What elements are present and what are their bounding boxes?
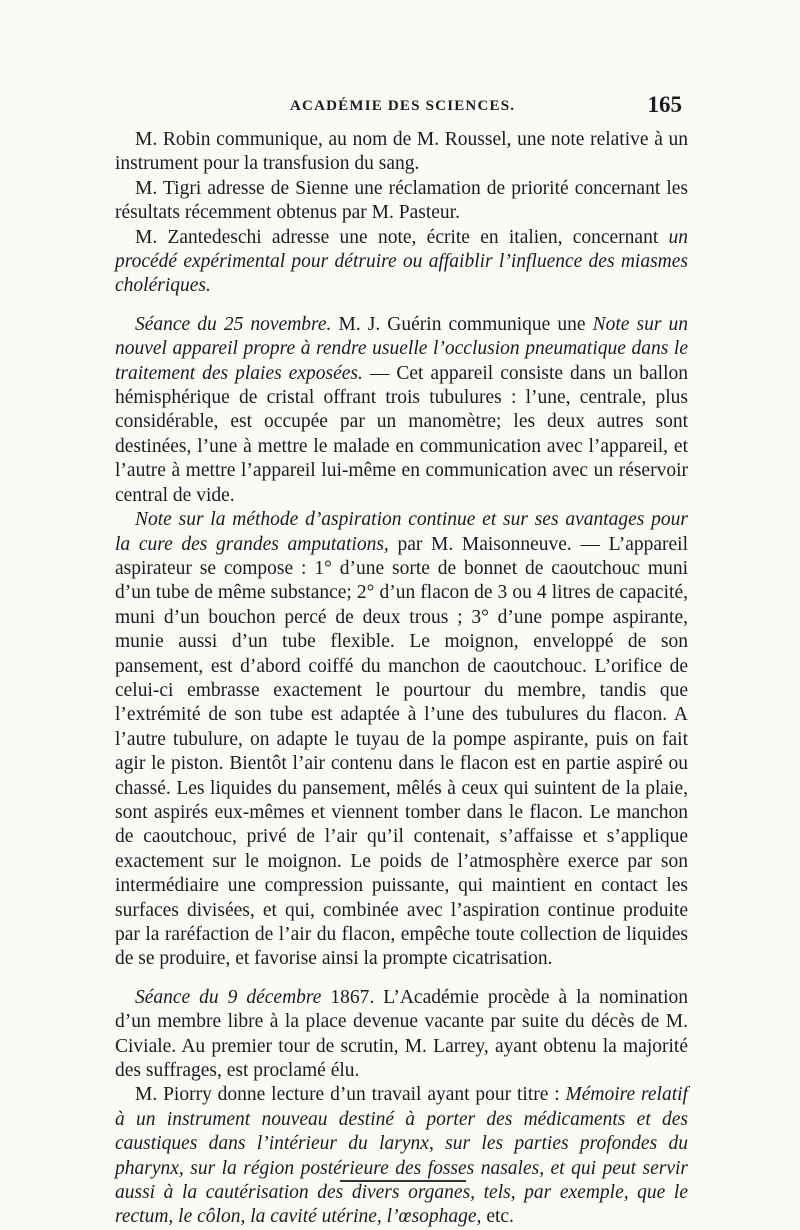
seance-25-body: — Cet appareil consiste dans un ballon hémisphérique de cristal offrant trois tubulures : l’une, centrale, plus considérable, est occupée par un manomètre; les deux autres sont destinées, l’une à mettre le malade en communication avec l’appareil, et l’autre à mettre l’appareil lui-même en communication avec un réservoir central de vide.: [115, 362, 688, 506]
seance-25-date: Séance du 25 novembre.: [135, 313, 332, 335]
paragraph-zantedeschi-text: M. Zantedeschi adresse une note, écrite en italien, concernant: [135, 226, 669, 248]
paragraph-maisonneuve: [115, 508, 688, 972]
piorry-end: etc.: [481, 1206, 514, 1228]
paragraph-tigri-text: M. Tigri adresse de Sienne une réclamation de priorité concernant les résultats récemment obtenus par M. Pasteur.: [115, 177, 688, 224]
page-number: 165: [647, 92, 682, 117]
paragraph-tigri: [115, 177, 688, 226]
maisonneuve-body: par M. Maisonneuve. — L’appareil aspirateur se compose : 1° d’une sorte de bonnet de caoutchouc muni d’un tube de même substance; 2° d’un flacon de 3 ou 4 litres de capacité, muni d’un bouchon percé de deux trous ; 3° d’une pompe aspirante, munie aussi d’un tube flexible. Le moignon, enveloppé de son pansement, est d’abord coiffé du manchon de caoutchouc. L’orifice de celui-ci embrasse exactement le pourtour du membre, tandis que l’extrémité de son tube est adaptée à l’une des tubulures du flacon. A l’autre tubulure, on adapte le tuyau de la pompe aspirante, puis on fait agir le piston. Bientôt l’air contenu dans le flacon est en partie aspiré ou chassé. Les liquides du pansement, mêlés à ceux qui suintent de la plaie, sont aspirés eux-mêmes et viennent tomber dans le flacon. Le manchon de caoutchouc, privé de l’air qu’il contenait, s’affaisse et s’applique exactement sur le moignon. Le poids de l’atmosphère exerce par son intermédiaire une compression puissante, qui maintient en contact les surfaces divisées, et qui, combinée avec l’aspiration continue produite par la raréfaction de l’air du flacon, empêche toute collection de liquides de se produire, et favorise ainsi la prompte cicatrisation.: [115, 533, 688, 970]
seance-9-body: 1867. L’Académie procède à la nomination d’un membre libre à la place devenue vacante par suite du décès de M. Civiale. Au premier tour de scrutin, M. Larrey, ayant obtenu la majorité des suffrages, est proclamé élu.: [115, 986, 688, 1082]
paragraph-robin-text: M. Robin communique, au nom de M. Roussel, une note relative à un instrument pour la transfusion du sang.: [115, 129, 688, 175]
paragraph-piorry: [115, 1083, 688, 1229]
end-rule: [340, 1180, 466, 1182]
maisonneuve-note-title: Note sur la méthode d’aspiration continue et sur ses avantages pour la cure des grandes amputations,: [115, 509, 688, 555]
paragraph-zantedeschi-title: un procédé expérimental pour détruire ou affaiblir l’influence des miasmes cholériques.: [115, 226, 688, 297]
running-title: ACADÉMIE DES SCIENCES.: [290, 98, 516, 114]
page-header: [115, 92, 688, 122]
paragraph-robin: [115, 128, 688, 177]
seance-25-note-title: Note sur un nouvel appareil propre à rendre usuelle l’occlusion pneumatique dans le traitement des plaies exposées.: [115, 313, 688, 384]
paragraph-seance-9-decembre: [115, 986, 688, 1084]
paragraph-zantedeschi: [115, 226, 688, 299]
piorry-intro: M. Piorry donne lecture d’un travail ayant pour titre :: [135, 1084, 566, 1106]
piorry-memoire-title: Mémoire relatif à un instrument nouveau destiné à porter des médicaments et des caustiques dans l’intérieur du larynx, sur les parties profondes du pharynx, sur la région postérieure des fosses nasales, et qui peut servir aussi à la cautérisation des divers organes, tels, par exemple, que le rectum, le côlon, la cavité utérine, l’œsophage,: [115, 1084, 688, 1228]
seance-25-intro: M. J. Guérin communique une: [331, 313, 593, 335]
seance-9-date: Séance du 9 décembre: [135, 986, 322, 1008]
paragraph-seance-25-novembre: [115, 313, 688, 508]
